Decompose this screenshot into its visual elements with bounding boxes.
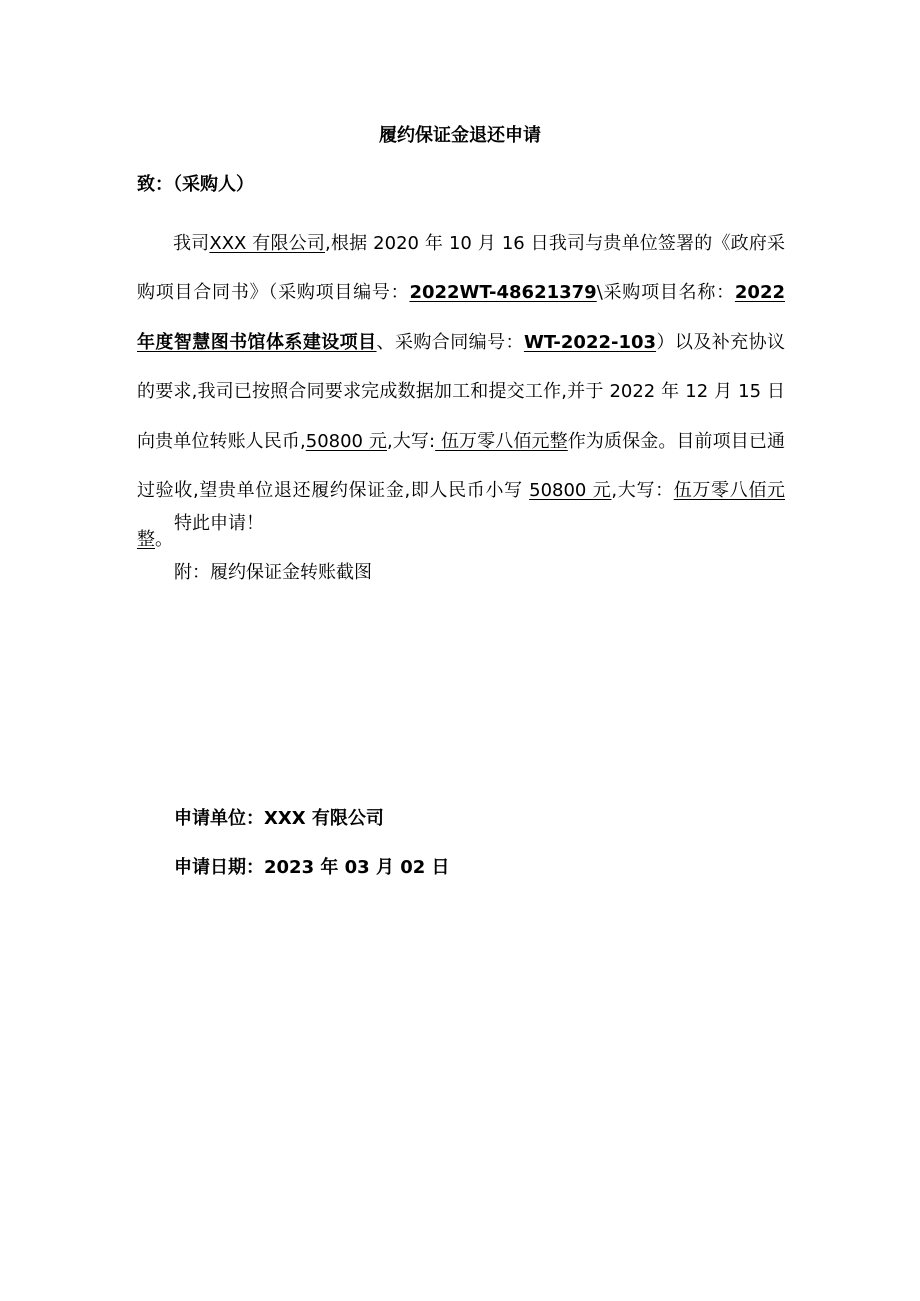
body-text-5: ）以及补充协议的要求,我司已按照合同要求完成数据加工和提交工作,并于 2022 年 12 月 15 日向贵单位转账人民币,: [137, 331, 786, 452]
body-text-9: 。: [155, 529, 173, 551]
body-text-6: ,大写:: [386, 430, 436, 452]
document-title: 履约保证金退还申请: [379, 125, 541, 146]
amount-words-2: 伍万零八佰元整: [137, 480, 786, 551]
body-text-4: 、采购合同编号：: [376, 331, 524, 353]
company-name: XXX 有限公司: [209, 233, 325, 254]
project-number: 2022WT-48621379: [409, 282, 597, 304]
body-text-7: 作为质保金。目前项目已通过验收,望贵单位退还履约保证金,即人民币小写: [137, 430, 785, 502]
project-name: 2022 年度智慧图书馆体系建设项目: [137, 282, 785, 353]
contract-number: WT-2022-103: [523, 331, 657, 353]
body-text-8: ,大写：: [611, 480, 674, 502]
amount-figures-2: 50800 元: [529, 480, 612, 502]
closing-line: 特此申请！: [174, 513, 264, 534]
body-text-2: ,根据 2020 年 10 月 16 日我司与贵单位签署的《政府采购项目合同书》（采购项目编号：: [137, 233, 786, 304]
applicant-unit: 申请单位：XXX 有限公司: [174, 808, 384, 829]
body-text-3: \采购项目名称：: [596, 282, 735, 304]
amount-words-1: 伍万零八佰元整: [435, 430, 568, 452]
salutation: 致：（采购人）: [137, 174, 254, 195]
application-date: 申请日期：2023 年 03 月 02 日: [174, 857, 450, 878]
amount-figures-1: 50800 元: [305, 430, 387, 452]
body-text-1: 我司: [173, 233, 210, 254]
attachment-note: 附：履约保证金转账截图: [174, 562, 372, 583]
